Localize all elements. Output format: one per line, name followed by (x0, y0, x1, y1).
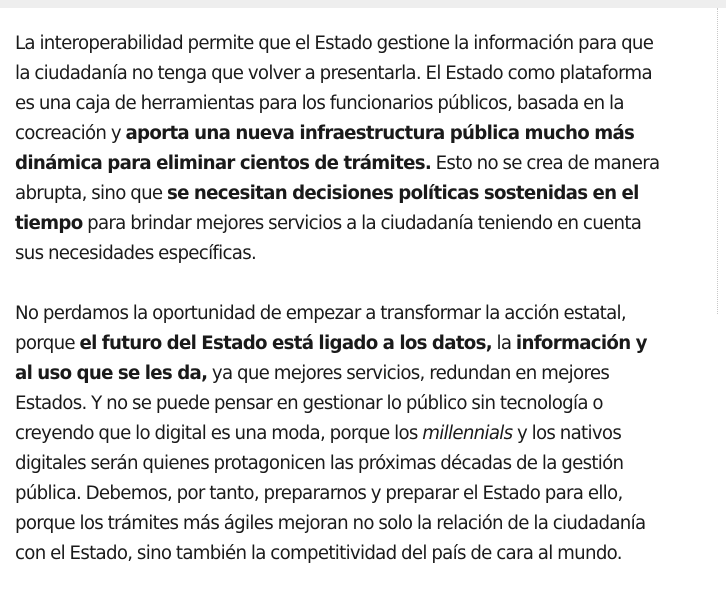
paragraph-data-future (15, 299, 665, 569)
text-run: ya que mejores servicios, redundan en mejores Estados. Y no se puede pensar en gestionar lo público sin tecnología o creyendo que lo digital es una moda, porque los (15, 363, 610, 444)
text-run: La interoperabilidad permite que el Estado gestione la información para que la ciudadanía no tenga que volver a presentarla. El Estado como plataforma es una caja de herramientas para los funcionarios públicos, basada en la cocreación y (15, 33, 654, 144)
bold-text-run: se necesitan decisiones políticas sostenidas en el tiempo (15, 183, 639, 234)
italic-text-run: millennials (422, 423, 513, 444)
bold-text-run: aporta una nueva infraestructura pública mucho más dinámica para eliminar cientos de trámites. (15, 123, 635, 174)
text-run: No perdamos la oportunidad de empezar a transformar la acción estatal, porque (15, 303, 626, 354)
bold-text-run: información y al uso que se les da, (15, 333, 647, 384)
bold-text-run: el futuro del Estado está ligado a los datos, (79, 333, 492, 354)
top-band (0, 0, 726, 8)
article-body (15, 29, 665, 569)
dotted-divider (717, 8, 718, 314)
text-run: Esto no se crea de manera abrupta, sino que (15, 153, 660, 204)
text-run: la (491, 333, 516, 354)
paragraph-interoperability (15, 29, 665, 269)
text-run: y los nativos digitales serán quienes protagonicen las próximas décadas de la gestión pública. Debemos, por tanto, prepararnos y preparar el Estado para ello, porque los trámites más ágiles mejoran no solo la relación de la ciudadanía con el Estado, sino también la competitividad del país de cara al mundo. (15, 423, 646, 564)
text-run: para brindar mejores servicios a la ciudadanía teniendo en cuenta sus necesidades específicas. (15, 213, 642, 264)
